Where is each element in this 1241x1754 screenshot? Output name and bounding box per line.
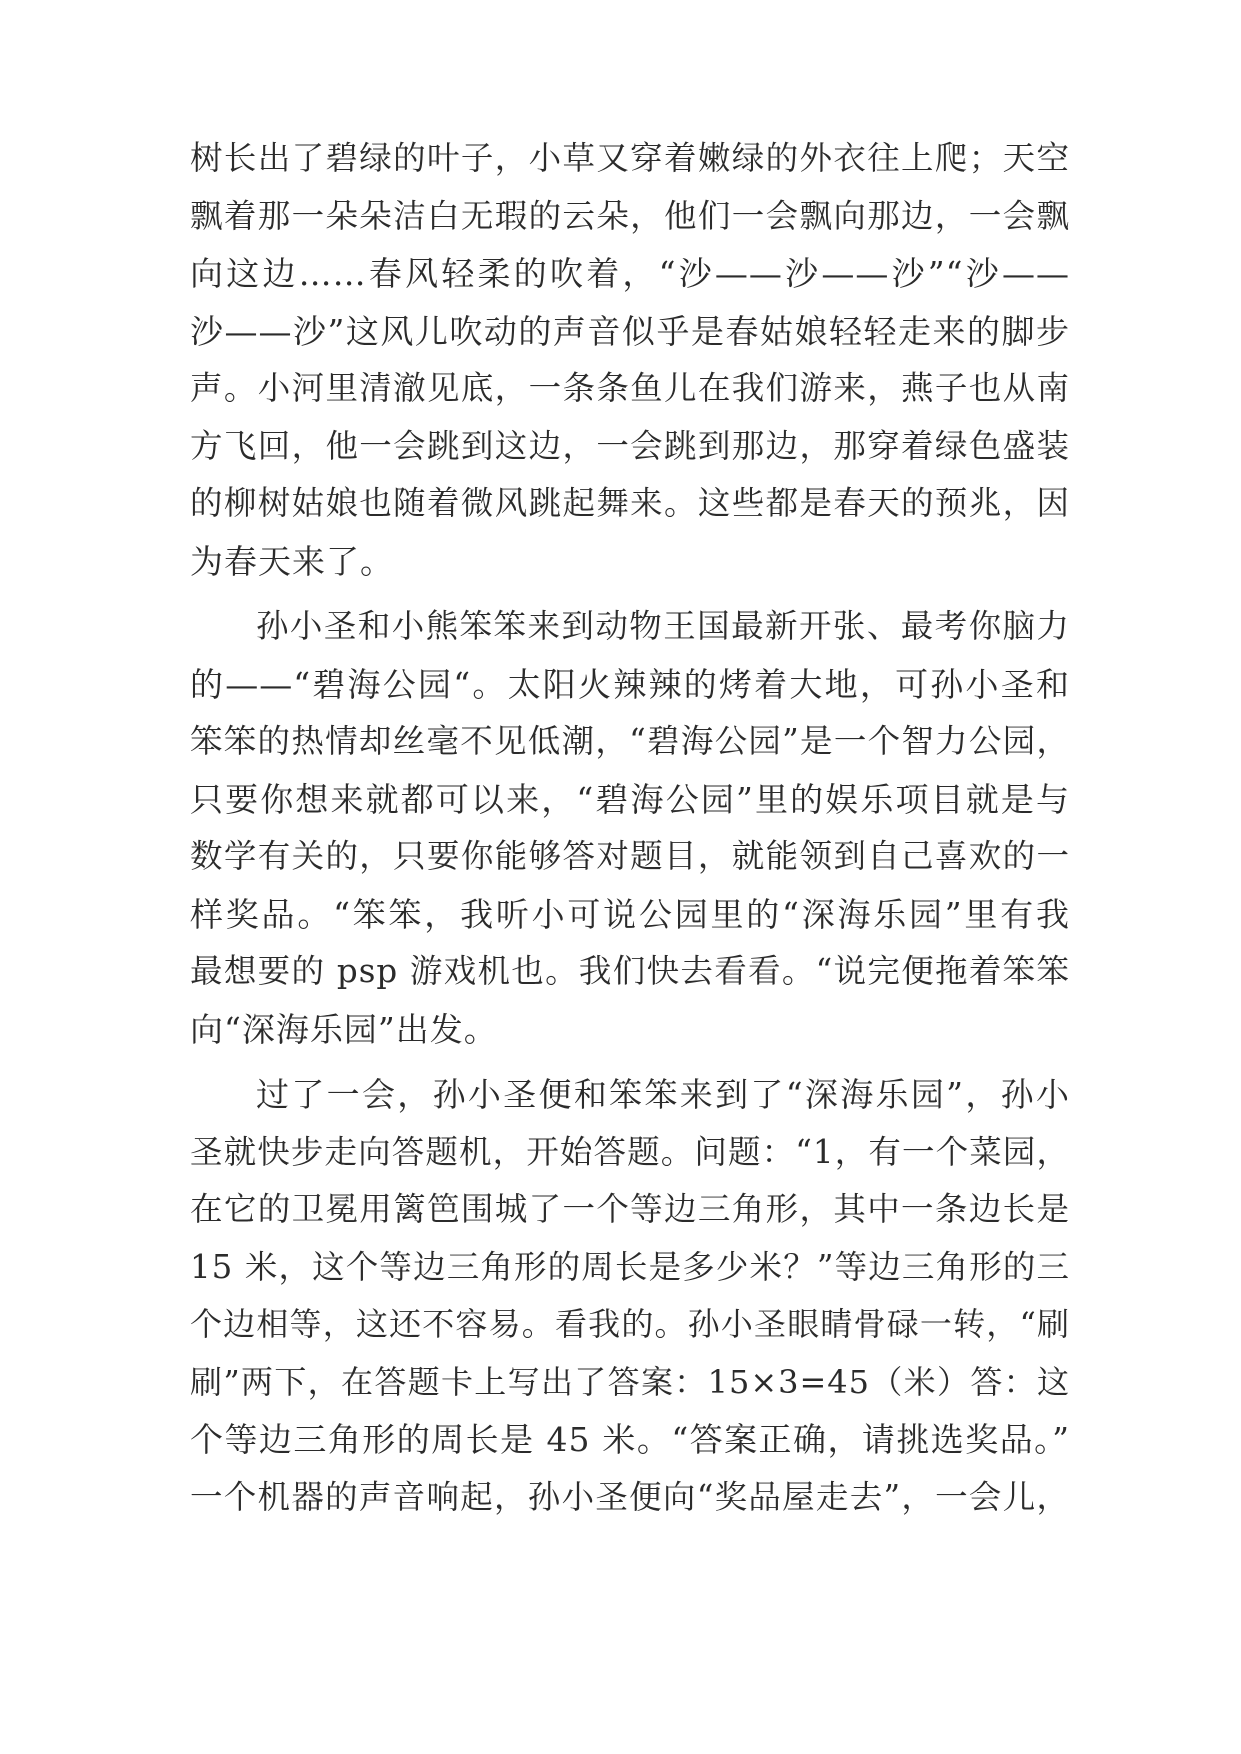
text-line: 个边相等，这还不容易。看我的。孙小圣眼睛骨碌一转，“刷 <box>190 1305 1070 1343</box>
text-line: 只要你想来就都可以来，“碧海公园”里的娱乐项目就是与 <box>190 779 1070 819</box>
paragraph-spacer <box>190 1058 1070 1066</box>
text-line: 的——“碧海公园“。太阳火辣辣的烤着大地，可孙小圣和 <box>190 664 1070 704</box>
text-line: 方飞回，他一会跳到这边，一会跳到那边，那穿着绿色盛装 <box>190 426 1070 465</box>
paragraph-2 <box>190 598 1070 1058</box>
text-line: 15 米，这个等边三角形的周长是多少米？”等边三角形的三 <box>190 1247 1070 1286</box>
text-line: 一个机器的声音响起，孙小圣便向“奖品屋走去”，一会儿， <box>190 1477 1070 1516</box>
text-line: 数学有关的，只要你能够答对题目，就能领到自己喜欢的一 <box>190 837 1070 875</box>
body-text <box>190 130 1070 1526</box>
text-line: 样奖品。“笨笨，我听小可说公园里的“深海乐园”里有我 <box>190 894 1070 934</box>
text-line: 为春天来了。 <box>190 541 394 581</box>
text-line: 过了一会，孙小圣便和笨笨来到了“深海乐园”，孙小 <box>256 1075 1070 1114</box>
paragraph-spacer <box>190 590 1070 598</box>
text-line: 笨笨的热情却丝毫不见低潮，“碧海公园”是一个智力公园， <box>190 722 1070 760</box>
text-line: 树长出了碧绿的叶子，小草又穿着嫩绿的外衣往上爬；天空 <box>190 139 1070 177</box>
paragraph-1 <box>190 130 1070 590</box>
text-line: 最想要的 psp 游戏机也。我们快去看看。“说完便拖着笨笨 <box>190 952 1070 990</box>
text-line: 刷”两下，在答题卡上写出了答案：15×3=45（米）答：这 <box>190 1362 1070 1401</box>
text-line: 向这边……春风轻柔的吹着，“沙——沙——沙”“沙—— <box>190 254 1070 293</box>
text-line: 飘着那一朵朵洁白无瑕的云朵，他们一会飘向那边，一会飘 <box>190 196 1070 235</box>
text-line: 个等边三角形的周长是 45 米。“答案正确，请挑选奖品。” <box>190 1420 1070 1459</box>
text-line: 圣就快步走向答题机，开始答题。问题：“1，有一个菜园， <box>190 1132 1070 1171</box>
text-line: 在它的卫冕用篱笆围城了一个等边三角形，其中一条边长是 <box>190 1190 1070 1228</box>
text-line: 声。小河里清澈见底，一条条鱼儿在我们游来，燕子也从南 <box>190 369 1070 407</box>
text-line: 向“深海乐园”出发。 <box>190 1009 498 1049</box>
text-line: 的柳树姑娘也随着微风跳起舞来。这些都是春天的预兆，因 <box>190 484 1070 522</box>
paragraph-3 <box>190 1066 1070 1526</box>
text-line: 孙小圣和小熊笨笨来到动物王国最新开张、最考你脑力 <box>256 607 1070 645</box>
text-line: 沙——沙”这风儿吹动的声音似乎是春姑娘轻轻走来的脚步 <box>190 311 1070 351</box>
